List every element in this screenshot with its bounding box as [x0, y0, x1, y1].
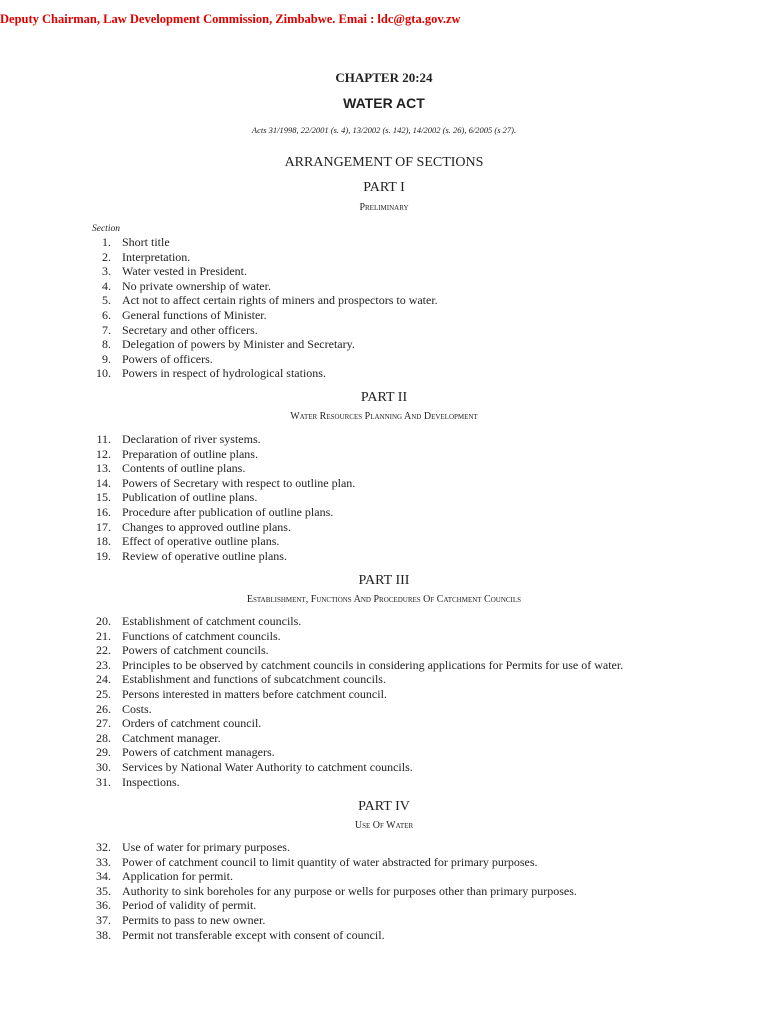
section-list [88, 614, 623, 789]
section-item [88, 672, 623, 687]
section-item [88, 250, 438, 265]
part-subtitle: Use Of Water [354, 820, 414, 831]
arrangement-heading: ARRANGEMENT OF SECTIONS [284, 155, 484, 170]
section-item [88, 490, 355, 505]
section-item [88, 884, 577, 899]
section-item [88, 323, 438, 338]
section-number: 15. [96, 490, 111, 505]
section-item [88, 366, 438, 381]
section-item [88, 658, 623, 673]
section-title: Establishment of catchment councils. [122, 614, 302, 628]
section-title: Powers of Secretary with respect to outline plan. [122, 475, 356, 490]
section-title: Catchment manager. [122, 730, 221, 745]
section-item [88, 629, 623, 644]
section-item [88, 840, 577, 855]
section-title: Changes to approved outline plans. [122, 519, 291, 534]
section-number: 21. [96, 628, 111, 643]
section-title: Persons interested in matters before catchment council. [122, 686, 387, 701]
section-item [88, 869, 577, 884]
section-item [88, 337, 438, 352]
section-item [88, 520, 355, 535]
section-number: 2. [102, 249, 111, 264]
section-number: 20. [96, 614, 111, 628]
section-item [88, 447, 355, 462]
section-item [88, 745, 623, 760]
section-number: 14. [96, 475, 111, 490]
section-title: Secretary and other officers. [122, 322, 258, 337]
section-title: Short title [122, 235, 170, 249]
section-item [88, 235, 438, 250]
section-number: 12. [96, 446, 111, 461]
section-number: 38. [96, 927, 111, 942]
section-title: Act not to affect certain rights of miners and prospectors to water. [122, 293, 438, 308]
section-title: Functions of catchment councils. [122, 628, 281, 643]
section-title: Services by National Water Authority to catchment councils. [122, 759, 413, 774]
section-number: 36. [96, 898, 111, 913]
part-title: PART II [360, 390, 408, 405]
section-item [88, 505, 355, 520]
section-number: 32. [96, 840, 111, 854]
section-number: 19. [96, 548, 111, 563]
section-title: Procedure after publication of outline plans. [122, 504, 334, 519]
section-number: 16. [96, 504, 111, 519]
section-number: 34. [96, 869, 111, 884]
section-item [88, 687, 623, 702]
section-item [88, 760, 623, 775]
section-list [88, 840, 577, 942]
section-title: Interpretation. [122, 249, 191, 264]
section-title: Principles to be observed by catchment councils in considering applications for Permits for use of water. [122, 657, 624, 672]
section-title: Power of catchment council to limit quantity of water abstracted for primary purposes. [122, 854, 538, 869]
section-item [88, 731, 623, 746]
section-item [88, 716, 623, 731]
section-number: 8. [102, 337, 111, 352]
section-item [88, 534, 355, 549]
section-item [88, 352, 438, 367]
section-number: 24. [96, 672, 111, 687]
section-number: 7. [102, 322, 111, 337]
section-list [88, 432, 355, 563]
section-item [88, 549, 355, 564]
section-title: Permit not transferable except with consent of council. [122, 927, 385, 942]
section-number: 37. [96, 912, 111, 927]
section-title: Application for permit. [122, 869, 233, 884]
section-number: 9. [102, 351, 111, 366]
section-title: Costs. [122, 701, 152, 716]
section-number: 13. [96, 461, 111, 476]
section-item [88, 264, 438, 279]
section-item [88, 476, 355, 491]
section-number: 35. [96, 883, 111, 898]
section-number: 29. [96, 745, 111, 760]
section-number: 23. [96, 657, 111, 672]
section-title: Preparation of outline plans. [122, 446, 258, 461]
section-number: 10. [96, 366, 111, 381]
chapter-number: CHAPTER 20:24 [335, 70, 433, 85]
section-title: Delegation of powers by Minister and Secretary. [122, 337, 355, 352]
section-item [88, 643, 623, 658]
section-item [88, 855, 577, 870]
section-title: Declaration of river systems. [122, 432, 261, 446]
section-item [88, 775, 623, 790]
section-title: Powers of catchment councils. [122, 643, 269, 658]
part-title: PART III [358, 573, 410, 588]
section-list [88, 235, 438, 381]
section-label: Section [92, 224, 120, 234]
section-item [88, 614, 623, 629]
section-item [88, 432, 355, 447]
section-item [88, 913, 577, 928]
act-title: WATER ACT [343, 95, 425, 111]
section-title: General functions of Minister. [122, 307, 267, 322]
section-title: Review of operative outline plans. [122, 548, 287, 563]
part-title: PART IV [358, 799, 410, 814]
section-number: 27. [96, 716, 111, 731]
section-number: 31. [96, 774, 111, 789]
section-title: Powers of catchment managers. [122, 745, 275, 760]
part-title: PART I [363, 180, 405, 195]
section-title: Contents of outline plans. [122, 461, 246, 476]
section-number: 5. [102, 293, 111, 308]
section-item [88, 279, 438, 294]
section-number: 22. [96, 643, 111, 658]
section-title: Permits to pass to new owner. [122, 912, 266, 927]
section-number: 4. [102, 278, 111, 293]
amending-acts: Acts 31/1998, 22/2001 (s. 4), 13/2002 (s. 142), 14/2002 (s. 26), 6/2005 (s 27). [251, 125, 517, 135]
section-number: 25. [96, 686, 111, 701]
section-title: Orders of catchment council. [122, 716, 262, 731]
part-subtitle: Establishment, Functions And Procedures Of Catchment Councils [246, 594, 522, 605]
section-number: 6. [102, 307, 111, 322]
section-title: Powers of officers. [122, 351, 213, 366]
part-subtitle: Preliminary [359, 202, 409, 213]
section-number: 3. [102, 264, 111, 279]
section-title: Effect of operative outline plans. [122, 534, 280, 549]
section-number: 1. [102, 235, 111, 249]
section-title: Inspections. [122, 774, 180, 789]
section-item [88, 293, 438, 308]
section-number: 26. [96, 701, 111, 716]
part-subtitle: Water Resources Planning And Development [290, 411, 478, 422]
section-item [88, 898, 577, 913]
section-number: 33. [96, 854, 111, 869]
section-title: Publication of outline plans. [122, 490, 258, 505]
document-header: Deputy Chairman, Law Development Commission, Zimbabwe. Emai : ldc@gta.gov.zw [0, 12, 461, 26]
section-number: 30. [96, 759, 111, 774]
section-title: Water vested in President. [122, 264, 247, 279]
section-item [88, 308, 438, 323]
section-number: 28. [96, 730, 111, 745]
section-title: Use of water for primary purposes. [122, 840, 290, 854]
section-item [88, 928, 577, 943]
section-item [88, 461, 355, 476]
section-item [88, 702, 623, 717]
section-title: Period of validity of permit. [122, 898, 257, 913]
section-number: 18. [96, 534, 111, 549]
section-title: Authority to sink boreholes for any purpose or wells for purposes other than primary purposes. [122, 883, 577, 898]
section-title: Establishment and functions of subcatchment councils. [122, 672, 386, 687]
section-number: 17. [96, 519, 111, 534]
section-number: 11. [96, 432, 111, 446]
section-title: Powers in respect of hydrological stations. [122, 366, 326, 381]
section-title: No private ownership of water. [122, 278, 271, 293]
